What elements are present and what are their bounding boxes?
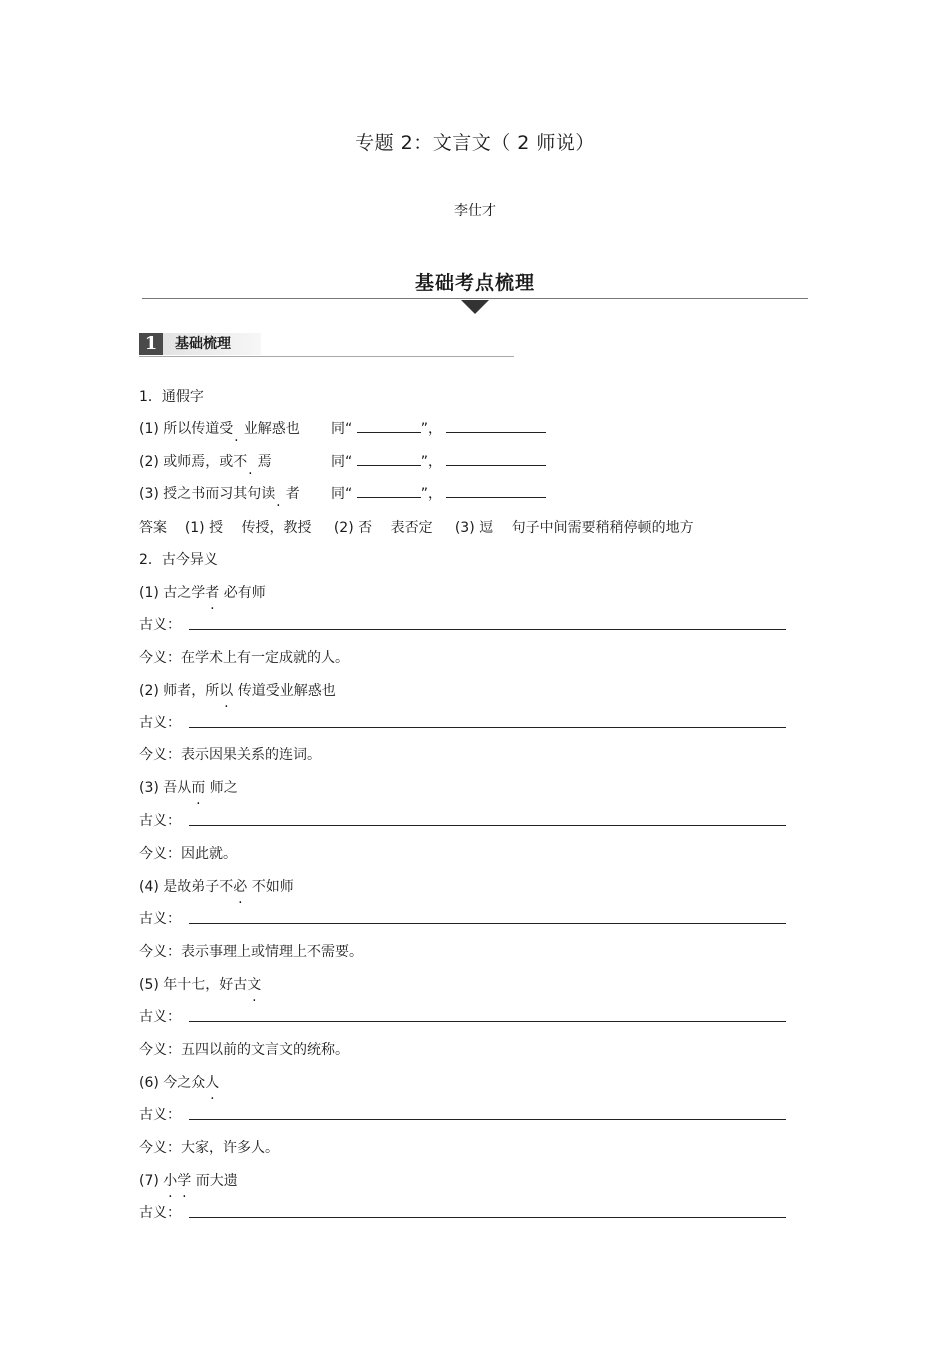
answer-line[interactable] — [189, 1119, 786, 1120]
answer-line[interactable] — [189, 1217, 786, 1218]
part2-item-6: (6) 今之众人 — [139, 1075, 220, 1091]
blank-field[interactable] — [357, 451, 421, 466]
banner-heading: 基础考点梳理 — [414, 272, 535, 294]
part1-item-1: (1) 所以传道受 业解惑也 — [139, 421, 300, 437]
part2-item-7: (7) 小学 而大遗 — [139, 1173, 238, 1189]
gu-label: 古义： — [139, 715, 181, 731]
jin-meaning: 今义：因此就。 — [139, 846, 237, 862]
part2-item-1: (1) 古之学者 必有师 — [139, 585, 266, 601]
jin-meaning: 今义：表示因果关系的连词。 — [139, 747, 321, 763]
answer-line[interactable] — [189, 629, 786, 630]
answer-line[interactable] — [189, 923, 786, 924]
blank-field[interactable] — [446, 451, 546, 466]
down-triangle-icon — [461, 300, 489, 314]
blank-field[interactable] — [357, 418, 421, 433]
gu-label: 古义： — [139, 911, 181, 927]
blank-field[interactable] — [446, 483, 546, 498]
section-underline — [139, 356, 514, 357]
part2-item-5: (5) 年十七，好古文 — [139, 977, 262, 993]
part1-heading: 1．通假字 — [139, 389, 204, 405]
answer-line[interactable] — [189, 727, 786, 728]
part1-item-2: (2) 或师焉，或不 焉 — [139, 454, 272, 470]
gu-label: 古义： — [139, 1107, 181, 1123]
jin-meaning: 今义：大家，许多人。 — [139, 1140, 279, 1156]
part1-item-3: (3) 授之书而习其句读 者 — [139, 486, 300, 502]
gu-label: 古义： — [139, 813, 181, 829]
gu-label: 古义： — [139, 1205, 181, 1221]
part2-item-4: (4) 是故弟子不必 不如师 — [139, 879, 294, 895]
page-title: 专题 2：文言文（ 2 师说） — [355, 132, 595, 154]
answer-line[interactable] — [189, 1021, 786, 1022]
part2-heading: 2．古今异义 — [139, 552, 218, 568]
part1-item-2-answer: 同“ ”， — [331, 451, 546, 471]
gu-label: 古义： — [139, 617, 181, 633]
banner-rule — [142, 298, 808, 299]
jin-meaning: 今义：五四以前的文言文的统称。 — [139, 1042, 349, 1058]
part1-answer: 答案 (1) 授 传授，教授 (2) 否 表否定 (3) 逗 句子中间需要稍稍停顿的地方 — [139, 520, 694, 536]
author: 李仕才 — [454, 203, 496, 219]
section-number: 1 — [139, 333, 163, 355]
part2-item-3: (3) 吾从而 师之 — [139, 780, 238, 796]
part1-item-1-answer: 同“ ”， — [331, 418, 546, 438]
jin-meaning: 今义：表示事理上或情理上不需要。 — [139, 944, 363, 960]
part1-item-3-answer: 同“ ”， — [331, 483, 546, 503]
jin-meaning: 今义：在学术上有一定成就的人。 — [139, 650, 349, 666]
answer-line[interactable] — [189, 825, 786, 826]
blank-field[interactable] — [446, 418, 546, 433]
gu-label: 古义： — [139, 1009, 181, 1025]
part2-item-2: (2) 师者，所以 传道受业解惑也 — [139, 683, 336, 699]
blank-field[interactable] — [357, 483, 421, 498]
section-label: 基础梳理 — [163, 333, 261, 355]
